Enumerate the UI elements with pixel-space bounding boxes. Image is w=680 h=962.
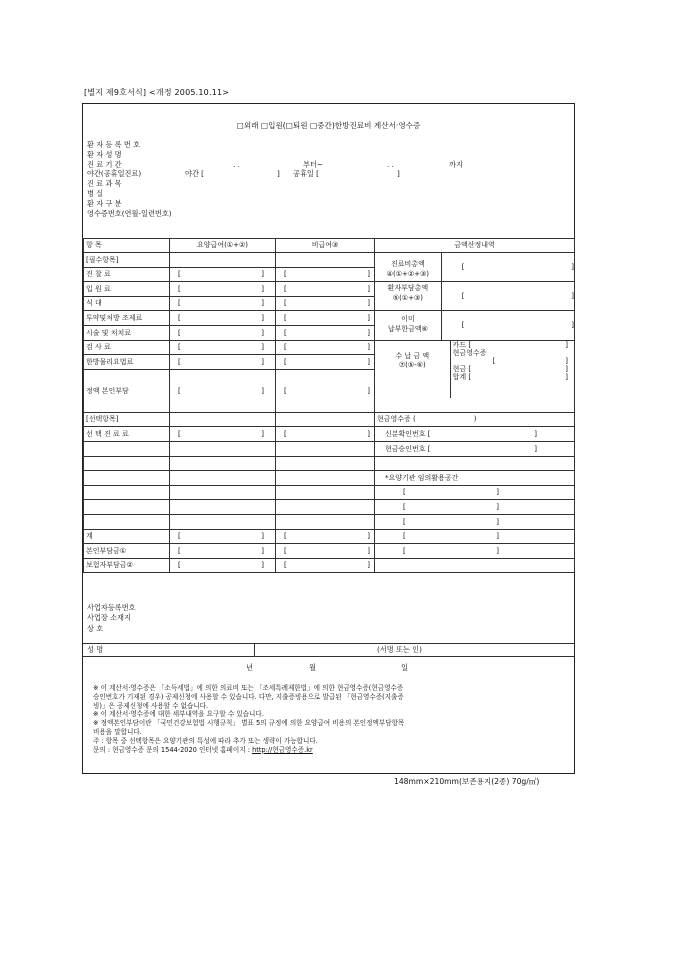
row-label: 입 원 료 [84,282,170,297]
covered-field[interactable]: [ ] [170,369,276,412]
night-row [87,170,573,180]
col-covered: 요양급여(①+②) [170,239,276,253]
covered-field[interactable]: [ ] [170,325,276,340]
row-label: 투약및처방 조제료 [84,311,170,326]
optional-section-label: [선택항목] [84,412,170,427]
charges-table [83,238,575,573]
total-row [84,529,575,544]
row-label: 식 대 [84,296,170,311]
holiday-box: 공휴일 [ [293,169,319,179]
total-label: 진료비총액 ④(①+②+③) [375,253,442,281]
row-label: 시술 및 처치료 [84,325,170,340]
cash-receipt-line: 현금영수증 ( ) [375,412,575,427]
covered-field[interactable]: [ ] [170,558,276,573]
dept-label: 진 료 과 목 [87,179,122,189]
noncovered-field[interactable]: [ ] [276,311,375,326]
category-label: 환 자 구 분 [87,198,122,208]
noncovered-field[interactable]: [ ] [276,325,375,340]
free-field[interactable]: [ ] [375,544,575,559]
table-row [84,485,575,500]
noncovered-field[interactable]: [ ] [276,282,375,297]
period-from: 부터~ [303,159,323,169]
table-row [84,441,575,456]
noncovered-field[interactable]: [ ] [276,267,375,282]
table-row [84,471,575,486]
date-year: 년 [246,663,254,672]
notes [93,684,571,755]
reg-no-label: 환 자 등 록 번 호 [87,140,141,149]
col-item: 항 목 [84,239,170,253]
note-line: 빙)」은 공제신청에 사용할 수 없습니다. [93,701,209,710]
night-box-close: ] [277,169,280,179]
patient-total-label: 환자부담총액 ⑤(①+③) [375,282,442,310]
noncovered-field[interactable]: [ ] [276,558,375,573]
sign-field[interactable]: (서명 또는 인) [377,645,422,654]
sum-field[interactable]: 합계 [ ] [452,373,568,381]
prepaid-field[interactable]: [ ] [461,321,574,330]
note-line: ※ 이 계산서·영수증은 「소득세법」에 의한 의료비 또는 「조세특례제한법」에 의한 현금영수증(현금영수증 [93,684,404,692]
paper-spec: 148mm×210mm(보존용지(2종) 70g/㎡) [394,777,540,786]
covered-field[interactable]: [ ] [170,544,276,559]
free-area-label: *요양기관 임의활용공간 [375,471,575,486]
noncovered-field[interactable]: [ ] [276,529,375,544]
receipt-no-row [87,210,573,220]
holiday-box-close: ] [397,169,400,179]
period-start: . . [233,159,240,169]
insurer-share-row [84,558,575,573]
covered-field[interactable]: [ ] [170,340,276,355]
period-row [87,161,573,171]
covered-field[interactable]: [ ] [170,311,276,326]
col-noncovered: 비급여③ [276,239,375,253]
due-label: 수 납 금 액 ⑦(⑤-⑥) [375,341,451,398]
table-row [84,500,575,515]
covered-field[interactable]: [ ] [170,529,276,544]
required-section-label: [필수항목] [84,253,170,268]
free-field[interactable]: [ ] [375,500,575,515]
noncovered-field[interactable]: [ ] [276,369,375,412]
name-label: 환 자 성 명 [87,149,122,159]
approval-no-field[interactable]: 현금승인번호 [ ] [375,441,575,456]
period-to: 까지 [449,159,463,169]
row-label: 진 찰 료 [84,267,170,282]
sign-label: 성 명 [87,645,104,654]
table-row [84,456,575,471]
biz-address: 사업장 소재지 [87,613,131,623]
receipt-no-label: 영수증번호(연월-일련번호) [87,208,172,218]
prepaid-label: 이미 납부한금액⑥ [375,311,442,339]
inquiry-line: 문의 : 현금영수증 문의 1544-2020 인터넷 홈페이지 : http://현금영수증.kr [93,745,313,754]
form-reference: [별지 제9호서식] <개정 2005.10.11> [84,88,230,97]
ward-row [87,190,573,200]
noncovered-field[interactable]: [ ] [276,355,375,370]
row-label: 정액 본인부담 [84,369,170,412]
row-label: 한방물리요법료 [84,355,170,370]
row-label: 보험자부담금② [84,558,170,573]
patient-total-field[interactable]: [ ] [461,292,574,301]
ward-label: 병 실 [87,188,104,198]
col-calc: 금액산정내역 [375,239,575,253]
form-title[interactable]: □외래 □입원(□퇴원 □중간)한방진료비 계산서·영수증 [236,121,421,130]
note-line: 주 : 항목 중 선택항목은 요양기관의 특성에 따라 추가 또는 생략이 가능합니다. [93,736,318,745]
night-label: 야간(공휴일진료) [87,169,142,179]
table-row [84,427,575,442]
covered-field[interactable]: [ ] [170,267,276,282]
dept-row [87,180,573,190]
note-line: ※ 이 계산서·영수증에 대한 세부내역을 요구할 수 있습니다. [93,710,264,719]
free-field[interactable]: [ ] [375,514,575,529]
covered-field[interactable]: [ ] [170,296,276,311]
required-section-row [84,253,575,268]
covered-field[interactable]: [ ] [170,355,276,370]
note-line: 승인번호가 기재된 경우) 공제신청에 사용할 수 있습니다. 다만, 지출증빙용으로 발급된 「현금영수증(지출증 [93,692,404,701]
homepage-link[interactable]: http://현금영수증.kr [252,745,313,754]
date-day: 일 [401,663,409,672]
night-box: 야간 [ [185,169,204,179]
cash-receipt-field[interactable]: [ ] [492,356,568,365]
biz-reg-no: 사업자등록번호 [87,603,136,612]
biz-name: 상 호 [87,623,104,633]
row-label: 본인부담금① [84,544,170,559]
calc-panel [375,253,575,413]
name-row [87,151,573,161]
reg-no-row [87,141,573,151]
row-label: 계 [84,529,170,544]
total-field[interactable]: [ ] [461,263,574,271]
noncovered-field[interactable]: [ ] [276,340,375,355]
patient-info [87,141,573,219]
noncovered-field[interactable]: [ ] [276,544,375,559]
table-header [84,239,575,253]
cash-receipt-label: 현금영수증 [452,348,487,357]
note-line: ※ 정액본인부담이란 「국민건강보험법 시행규칙」 별표 5의 규정에 의한 요양급여 비용의 본인정액부담항목 [93,719,405,728]
period-end: . . [387,159,394,169]
receipt-form [82,103,575,774]
business-info [87,604,136,635]
free-field[interactable]: [ ] [375,485,575,500]
cash-field[interactable]: 현금 [ ] [452,364,568,373]
signature-row [83,643,574,657]
covered-field[interactable]: [ ] [170,427,276,442]
noncovered-field[interactable]: [ ] [276,427,375,442]
note-line: 비용을 말합니다. [93,728,142,737]
covered-field[interactable]: [ ] [170,282,276,297]
date-month: 월 [309,663,317,672]
period-label: 진 료 기 간 [87,159,122,169]
row-label: 검 사 료 [84,340,170,355]
patient-share-row [84,544,575,559]
noncovered-field[interactable]: [ ] [276,296,375,311]
optional-section-row [84,412,575,427]
table-row [84,514,575,529]
row-label: 선 택 진 료 료 [84,427,170,442]
card-field[interactable]: 카드 [ ] [452,340,568,349]
free-field[interactable]: [ ] [375,529,575,544]
divider [254,644,255,656]
id-no-field[interactable]: 신분확인번호 [ ] [375,427,575,442]
